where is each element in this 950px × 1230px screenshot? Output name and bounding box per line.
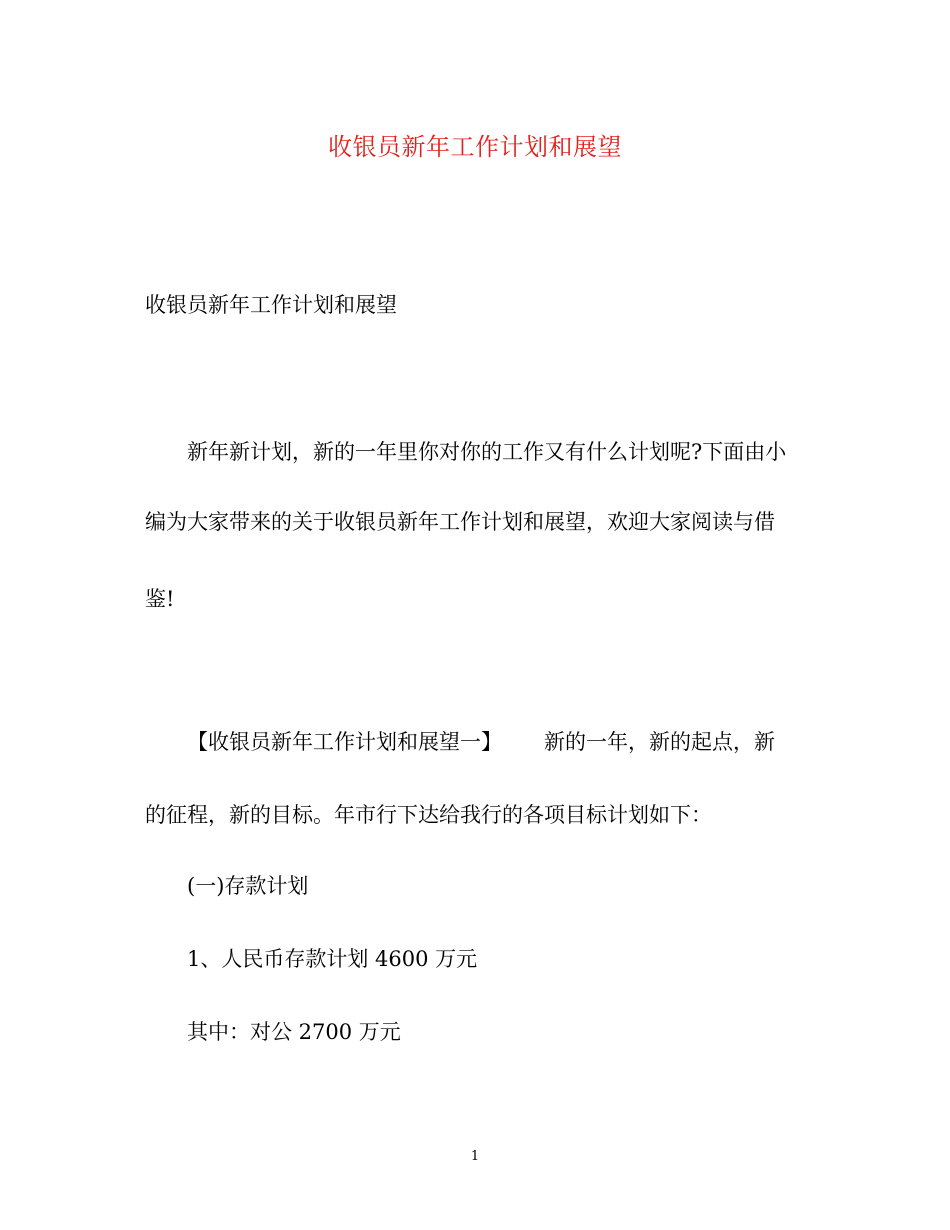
section-paragraph-text: 新的一年，新的起点，新: [544, 730, 775, 754]
section-paragraph-line: 的征程，新的目标。年市行下达给我行的各项目标计划如下：: [145, 803, 712, 827]
item-heading: (一)存款计划: [187, 874, 309, 898]
section-heading: 【收银员新年工作计划和展望一】: [187, 730, 502, 754]
section-paragraph-line: [187, 727, 775, 757]
page-number: 1: [470, 1149, 480, 1164]
intro-paragraph-line: 鉴!: [145, 587, 175, 611]
document-subtitle: 收银员新年工作计划和展望: [145, 293, 397, 317]
intro-paragraph-line: 编为大家带来的关于收银员新年工作计划和展望，欢迎大家阅读与借: [145, 510, 775, 534]
intro-paragraph-line: 新年新计划，新的一年里你对你的工作又有什么计划呢?下面由小: [187, 440, 787, 464]
document-title: 收银员新年工作计划和展望: [328, 133, 622, 161]
item-line: 1、人民币存款计划 4600 万元: [187, 947, 478, 971]
item-line: 其中：对公 2700 万元: [187, 1020, 401, 1044]
